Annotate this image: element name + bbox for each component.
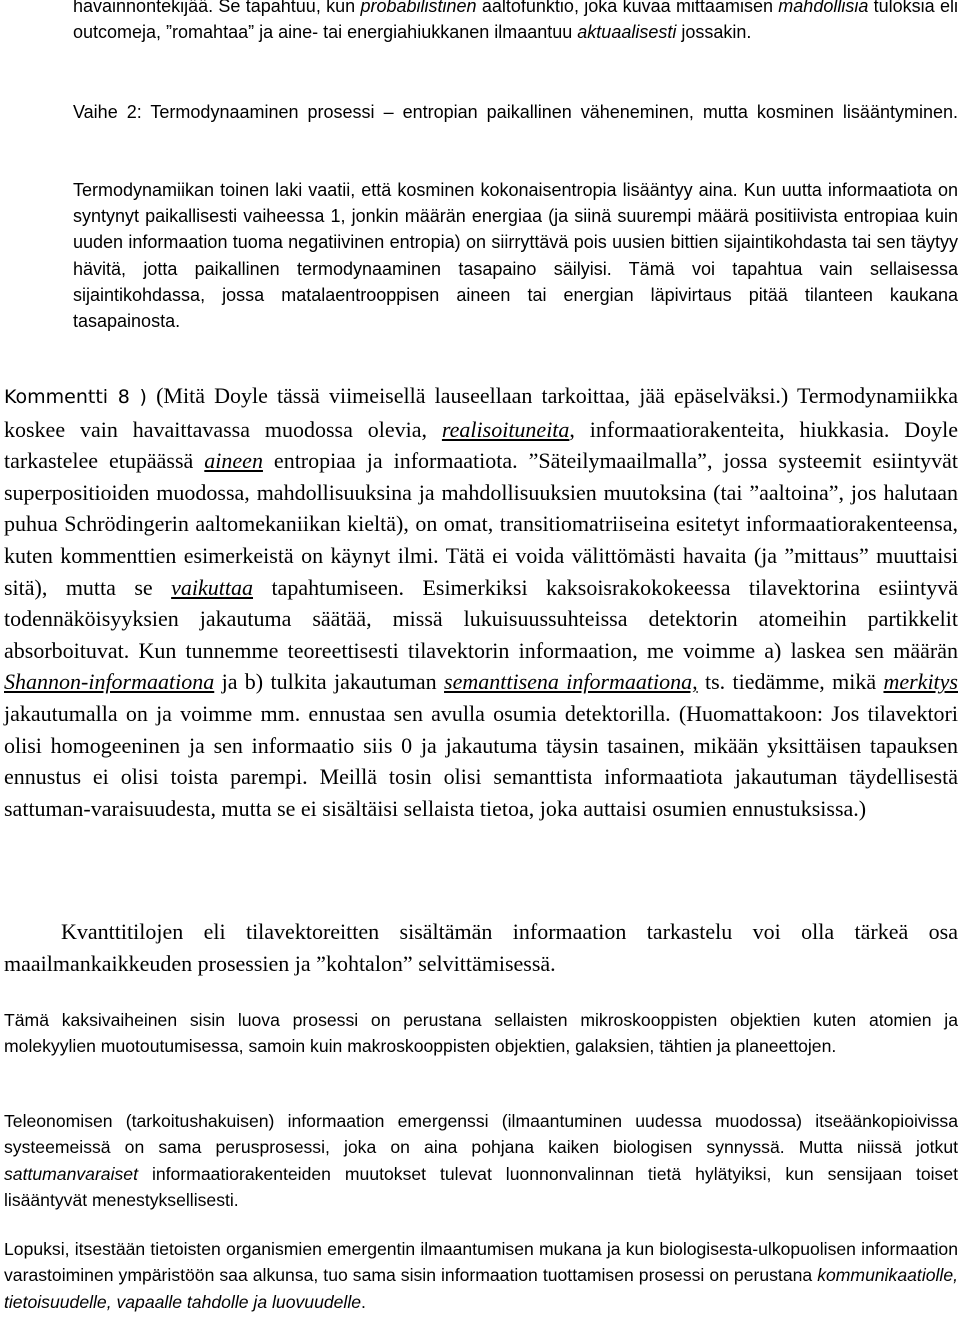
text-run: jossakin. (676, 22, 752, 43)
text-run: informaatiorakenteiden muutokset tulevat luonnonvalinnan tietä hylätyiksi, kun sensijaan toiset lisääntyvät menestyksellisesti. (4, 1163, 958, 1210)
text-run: tapahtumiseen. Esimerkiksi kaksoisrakokokeessa tilavektorina esiintyvä todennäköisyyksien jakautuma säätää, missä lukuisuussuhteissa detektorin atomeihin partikkelit absorboituvat. Kun tunnemme teoreettisesti tilavektorin informaation, me voimme a) laskea sen määrän (4, 574, 958, 663)
paragraph-teleonomic (4, 1108, 958, 1213)
text-run: entropiaa ja informaatiota. ”Säteilymaailmalla”, jossa systeemit esiintyvät superpositioiden muodossa, mahdollisuuksina ja mahdollisuuksien muutoksina (tai ”aaltoina”, jos halutaan puhua Schrödingerin aaltomekaniikan kieltä), on omat, transitiomatriiseina esitetyt informaatiorakenteensa, kuten kommenttien esimerkeistä on käynyt ilmi. Tätä ei voida välittömästi havaita (ja ”mittaus” muuttaisi sitä), mutta se (4, 448, 959, 600)
italic-term: probabilistinen (360, 0, 477, 16)
text-run: ja b) tulkita jakautuman (214, 669, 445, 695)
italic-term: merkitys (883, 669, 958, 695)
italic-term: semanttisena informaationa, (444, 669, 698, 695)
paragraph-two-phase-process: Tämä kaksivaiheinen sisin luova prosessi on perustana sellaisten mikroskooppisten objektien kuten atomien ja molekyylien muotoutumisessa, samoin kuin makroskooppisten objektien, galaksien, tähtien ja planeettojen. (4, 1010, 958, 1057)
text-run: havainnontekijää. Se tapahtuu, kun (73, 0, 361, 16)
text-run: (Mitä Doyle tässä viimeisellä lauseellaan tarkoittaa, jää epäselväksi.) Termodynamiikka koskee vain havaittavassa muodossa olevia, (4, 383, 958, 442)
text-run: tuloksia eli outcomeja, ”romahtaa” ja aine- tai energiahiukkanen ilmaantuu (73, 0, 959, 43)
italic-term: Shannon-informaationa (4, 669, 215, 695)
text-run: Teleonomisen (tarkoitushakuisen) informaation emergenssi (ilmaantuminen uudessa muodossa) itseäänkopioivissa systeemeissä on sama perusprosessi, joka on aina pohjana kaiken biologisen synnyssä. Mutta niissä jotkut (4, 1111, 958, 1158)
paragraph-thermodynamics: Termodynamiikan toinen laki vaatii, että kosminen kokonaisentropia lisääntyy aina. Kun uutta informaatiota on syntynyt paikallisesti vaiheessa 1, jonkin määrän energiaa (ja siinä suurempi määrä positiivista entropiaa kuin uuden informaation tuoma negatiivinen entropia) on siirryttävä pois uusien bittien sijaintikohdasta tai sen täytyy hävitä, jotta paikallinen termodynaaminen tasapaino säilyisi. Tämä voi tapahtua vain sellaisessa sijaintikohdassa, jossa matalaentrooppisen aineen tai energian läpivirtaus pitää tilanteen kaukana tasapainosta. (73, 180, 958, 332)
comment-label: Kommentti 8 ) (4, 386, 147, 408)
text-run: Lopuksi, itsestään tietoisten organismien emergentin ilmaantumisen mukana ja kun biologisesta-ulkopuolisen informaation varastoiminen ympäristöön saa alkunsa, tuo sama sisin informaation tuottamisen prosessi on perustana (4, 1239, 958, 1286)
text-run: aaltofunktio, joka kuvaa mittaamisen (476, 0, 779, 16)
text-run: , informaatiorakenteita, hiukkasia. Doyle tarkastelee etupäässä (4, 416, 958, 474)
italic-term: vaikuttaa (171, 574, 253, 600)
text-run: ts. tiedämme, mikä (697, 669, 884, 695)
italic-term: mahdollisia (778, 0, 869, 16)
italic-term: realisoituneita (441, 416, 570, 442)
paragraph-phase-2-heading: Vaihe 2: Termodynaaminen prosessi – entropian paikallinen väheneminen, mutta kosminen lisääntyminen. (73, 102, 958, 122)
italic-term: kommunikaatiolle, tietoisuudelle, vapaalle tahdolle ja luovuudelle (4, 1265, 958, 1312)
italic-term: sattumanvaraiset (4, 1163, 138, 1184)
paragraph-conclusion (4, 1236, 958, 1315)
text-run: . (361, 1291, 366, 1312)
italic-term: aineen (204, 448, 263, 474)
paragraph-comment-8 (4, 380, 958, 824)
paragraph-quantum-states: Kvanttitilojen eli tilavektoreitten sisältämän informaation tarkastelu voi olla tärkeä osa maailmankaikkeuden prosessien ja ”kohtalon” selvittämisessä. (4, 919, 958, 976)
italic-term: aktuaalisesti (577, 22, 677, 43)
paragraph-intro (73, 0, 958, 45)
text-run: jakautumalla on ja voimme mm. ennustaa sen avulla osumia detektorilla. (Huomattakoon: Jos tilavektori olisi homogeeninen ja sen informaatio siis 0 ja jakautuma täysin tasainen, mikään yksittäisen tapauksen ennustus ei olisi toista parempi. Meillä tosin olisi semanttista informaatiota jakautuman täydellisestä sattuman-varaisuudesta, mutta se ei sisältäisi sellaista tietoa, joka auttaisi osumien ennustuksissa.) (4, 700, 958, 821)
